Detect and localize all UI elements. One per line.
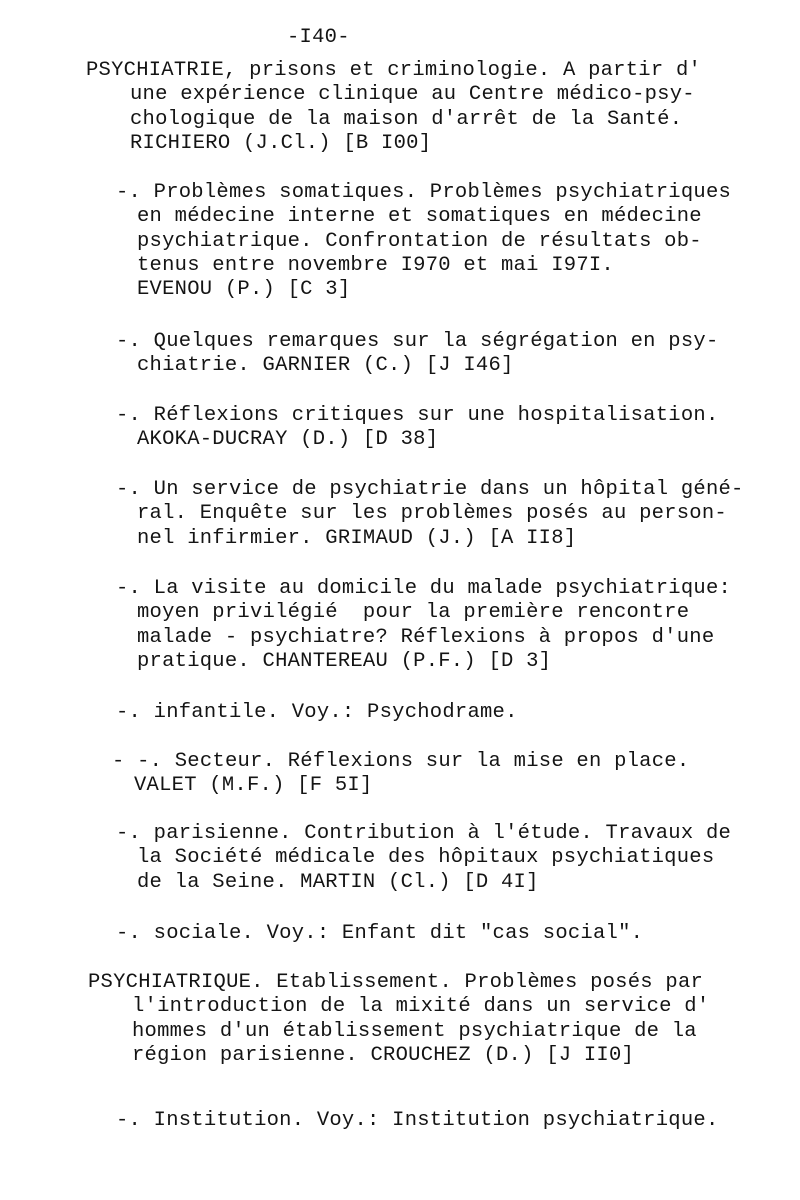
entry-continuation-line: l'introduction de la mixité dans un service d' — [132, 995, 710, 1019]
entry-continuation-line: en médecine interne et somatiques en médecine — [137, 205, 702, 229]
entry-continuation-line: pratique. CHANTEREAU (P.F.) [D 3] — [137, 649, 552, 673]
index-entry — [112, 750, 689, 799]
entry-heading-line: -. La visite au domicile du malade psychiatrique: — [116, 577, 732, 600]
entry-heading-line: -. parisienne. Contribution à l'étude. Travaux de — [116, 822, 732, 845]
page-number: -I40- — [287, 26, 350, 49]
entry-heading-line: PSYCHIATRIQUE. Etablissement. Problèmes posés par — [88, 971, 704, 994]
entry-continuation-line: psychiatrique. Confrontation de résultats ob- — [137, 229, 702, 253]
entry-continuation-line: tenus entre novembre I970 et mai I97I. — [137, 253, 614, 277]
index-entry — [116, 701, 518, 725]
entry-continuation-line: VALET (M.F.) [F 5I] — [134, 774, 373, 798]
index-entry — [116, 478, 744, 551]
entry-heading-line: - -. Secteur. Réflexions sur la mise en place. — [112, 750, 690, 773]
entry-heading-line: -. Problèmes somatiques. Problèmes psychiatriques — [116, 181, 732, 204]
entry-continuation-line: chiatrie. GARNIER (C.) [J I46] — [137, 354, 514, 378]
entry-continuation-line: une expérience clinique au Centre médico-psy- — [130, 83, 695, 107]
entry-continuation-line: malade - psychiatre? Réflexions à propos d'une — [137, 625, 715, 649]
entry-continuation-line: la Société médicale des hôpitaux psychiatiques — [137, 846, 715, 870]
index-entry — [116, 404, 719, 453]
entry-continuation-line: AKOKA-DUCRAY (D.) [D 38] — [137, 428, 439, 452]
entry-heading-line: -. sociale. Voy.: Enfant dit "cas social". — [116, 922, 644, 945]
entry-heading-line: -. infantile. Voy.: Psychodrame. — [116, 701, 518, 724]
entry-continuation-line: ral. Enquête sur les problèmes posés au person- — [137, 502, 727, 526]
entry-continuation-line: région parisienne. CROUCHEZ (D.) [J II0] — [132, 1043, 635, 1067]
index-entry — [86, 59, 701, 156]
entry-heading-line: -. Institution. Voy.: Institution psychiatrique. — [116, 1109, 719, 1132]
index-entry — [116, 922, 643, 946]
entry-continuation-line: moyen privilégié pour la première rencontre — [137, 601, 690, 625]
entry-continuation-line: de la Seine. MARTIN (Cl.) [D 4I] — [137, 870, 539, 894]
index-entry — [116, 822, 731, 895]
entry-heading-line: -. Un service de psychiatrie dans un hôpital géné- — [116, 478, 744, 501]
entry-heading-line: -. Réflexions critiques sur une hospitalisation. — [116, 404, 719, 427]
index-entry — [116, 1109, 719, 1133]
entry-continuation-line: nel infirmier. GRIMAUD (J.) [A II8] — [137, 526, 577, 550]
index-entry — [116, 330, 719, 379]
index-entry — [116, 181, 731, 302]
entry-continuation-line: RICHIERO (J.Cl.) [B I00] — [130, 131, 432, 155]
entry-heading-line: PSYCHIATRIE, prisons et criminologie. A partir d' — [86, 59, 702, 82]
index-entry — [116, 577, 731, 674]
entry-heading-line: -. Quelques remarques sur la ségrégation en psy- — [116, 330, 719, 353]
index-entry — [88, 971, 709, 1068]
entry-continuation-line: hommes d'un établissement psychiatrique de la — [132, 1019, 697, 1043]
entry-continuation-line: chologique de la maison d'arrêt de la Santé. — [130, 107, 683, 131]
entry-continuation-line: EVENOU (P.) [C 3] — [137, 278, 351, 302]
